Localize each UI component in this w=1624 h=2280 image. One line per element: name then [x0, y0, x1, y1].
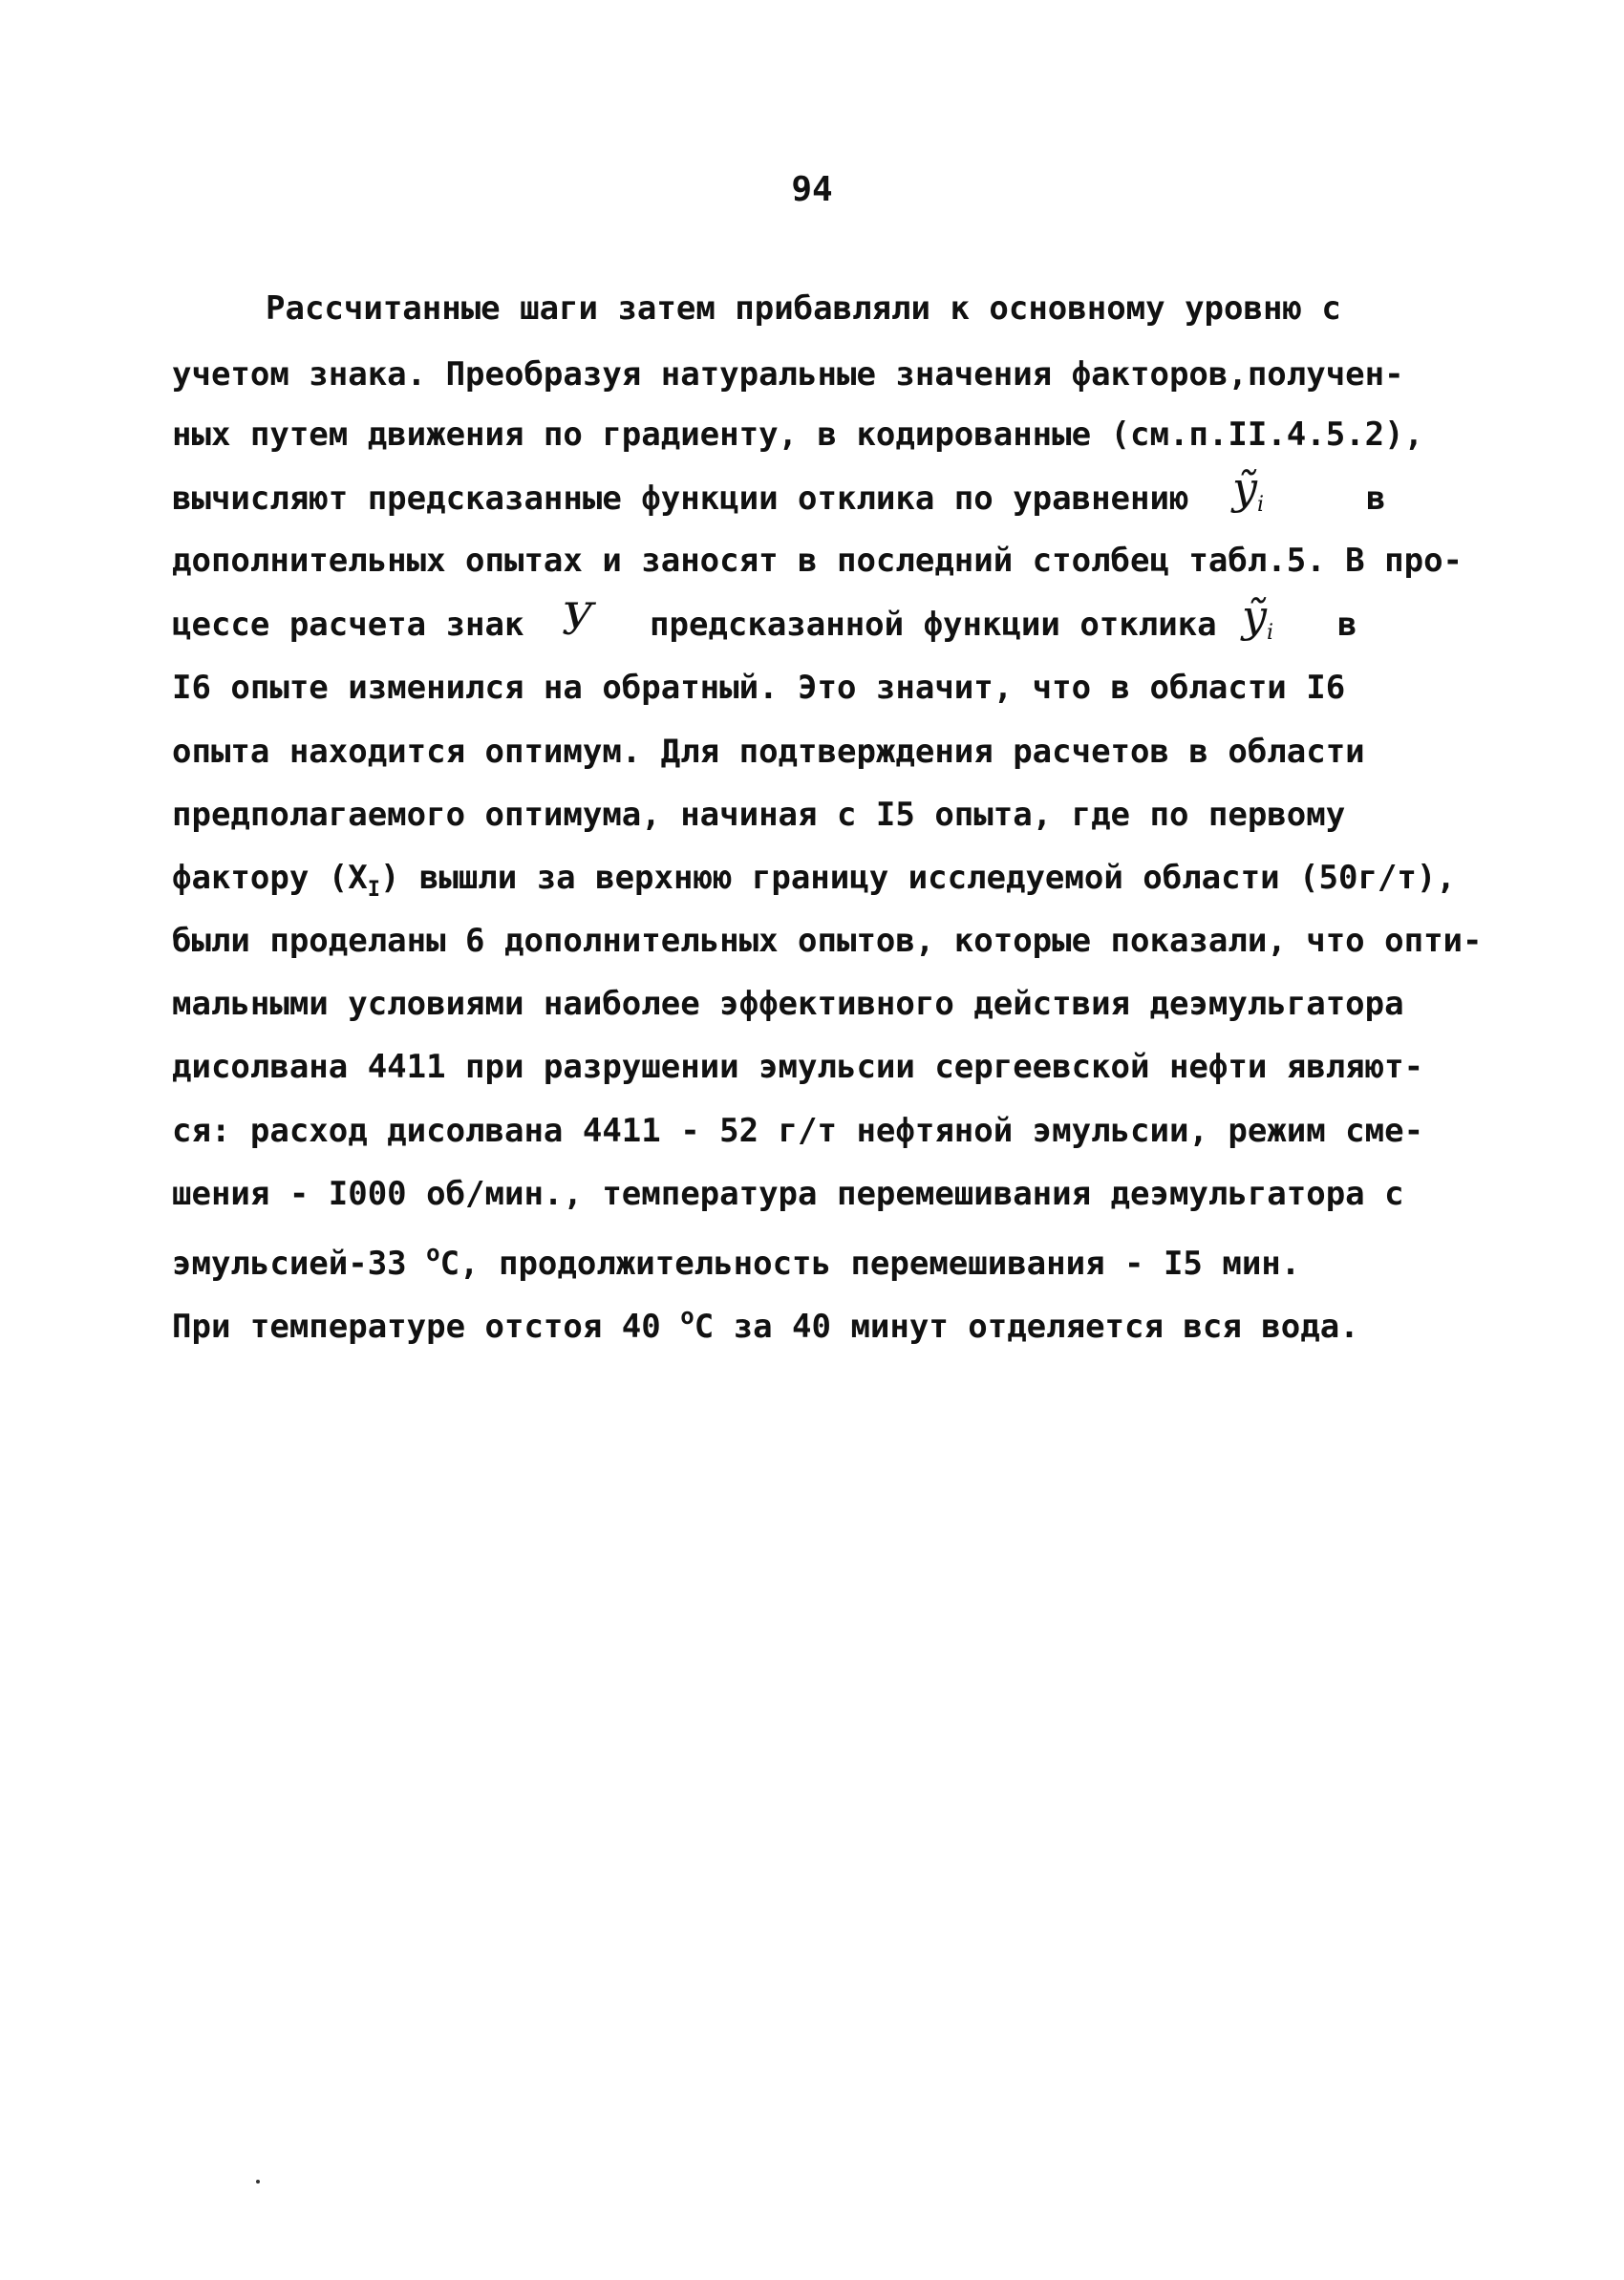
math-yi-letter: ỹ	[1242, 590, 1267, 642]
text-line-13: дисолвана 4411 при разрушении эмульсии сергеевской нефти являют-	[172, 1048, 1424, 1086]
math-yi-subscript: i	[1257, 493, 1265, 517]
text-line-10	[172, 859, 1456, 902]
text-line-8: опыта находится оптимум. Для подтверждения расчетов в области	[172, 733, 1365, 771]
text-line-9: предполагаемого оптимума, начиная с I5 опыта, где по первому	[172, 796, 1346, 834]
text-line-5: дополнительных опытах и заносят в последний столбец табл.5. В про-	[172, 542, 1464, 580]
text-line-7: I6 опыте изменился на обратный. Это значит, что в области I6	[172, 669, 1346, 707]
settling-temp-rest: С за 40 минут отделяется вся вода.	[694, 1308, 1359, 1346]
emulsion-temp: эмульсией-33	[172, 1245, 407, 1283]
text-line-4-end: в	[1366, 479, 1386, 518]
settling-temp: При температуре отстоя 40	[172, 1308, 661, 1346]
text-line-1: Рассчитанные шаги затем прибавляли к основному уровню с	[266, 289, 1341, 328]
text-line-16	[172, 1240, 1301, 1283]
text-line-4: вычисляют предсказанные функции отклика по уравнению	[172, 479, 1189, 518]
text-line-2: учетом знака. Преобразуя натуральные значения факторов,получен-	[172, 355, 1404, 394]
text-line-11: были проделаны 6 дополнительных опытов, которые показали, что опти-	[172, 922, 1483, 960]
math-yi-symbol-2	[1242, 590, 1274, 645]
text-line-14: ся: расход дисолвана 4411 - 52 г/т нефтяной эмульсии, режим сме-	[172, 1112, 1424, 1150]
degree-sign-1: о	[426, 1240, 440, 1267]
text-line-15: шения - I000 об/мин., температура перемешивания деэмульгатора с	[172, 1175, 1404, 1213]
factor-rest: ) вышли за верхнюю границу исследуемой области (50г/т),	[379, 859, 1456, 897]
math-yi-subscript: i	[1267, 621, 1274, 645]
emulsion-temp-rest: С, продолжительность перемешивания - I5 мин.	[439, 1245, 1301, 1283]
text-line-6b: предсказанной функции отклика	[650, 606, 1217, 644]
math-yi-symbol-1	[1232, 462, 1265, 517]
page-number: 94	[791, 170, 833, 209]
math-yi-letter: ỹ	[1232, 462, 1257, 514]
text-line-3: ных путем движения по градиенту, в кодированные (см.п.II.4.5.2),	[172, 416, 1424, 454]
degree-sign-2: о	[680, 1303, 694, 1330]
text-line-6a: цессе расчета знак	[172, 606, 524, 644]
stray-dot	[256, 2180, 260, 2184]
math-y-symbol: У	[562, 593, 594, 645]
factor-label: фактору (X	[172, 859, 368, 897]
text-line-17	[172, 1303, 1359, 1346]
factor-subscript: I	[367, 878, 380, 902]
text-line-12: мальными условиями наиболее эффективного действия деэмульгатора	[172, 985, 1404, 1023]
text-line-6-end: в	[1337, 606, 1357, 644]
